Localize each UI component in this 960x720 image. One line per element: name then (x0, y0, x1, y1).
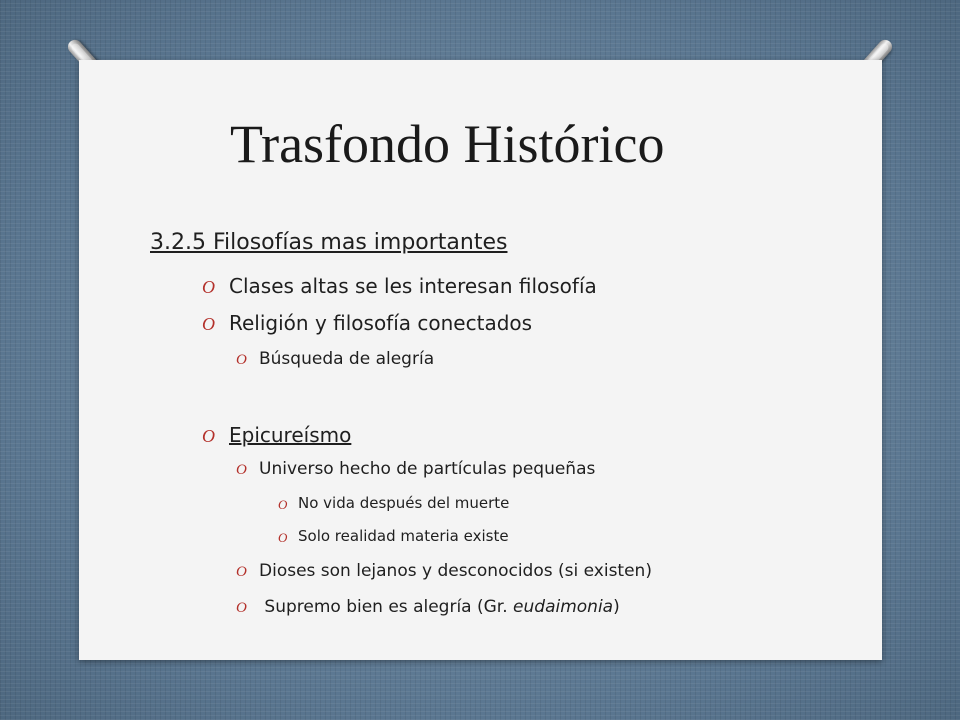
list-item-text: No vida después del muerte (298, 494, 510, 512)
bullet-icon: O (236, 564, 247, 580)
bullet-icon: O (278, 530, 288, 545)
bullet-icon: O (236, 352, 247, 368)
list-item (236, 597, 620, 617)
list-item-text: Búsqueda de alegría (259, 349, 435, 369)
text-segment: ) (613, 597, 620, 617)
slide-title: Trasfondo Histórico (230, 114, 665, 174)
bullet-icon: O (236, 462, 247, 478)
list-item (278, 494, 510, 512)
list-item-text (259, 597, 620, 617)
text-segment: Supremo bien es alegría (Gr. (259, 597, 514, 617)
subheading: 3.2.5 Filosofías mas importantes (150, 230, 508, 255)
bullet-icon: O (236, 600, 247, 616)
list-item (202, 423, 352, 447)
list-item (236, 561, 652, 581)
list-item-text: Religión y filosofía conectados (229, 311, 533, 335)
bullet-icon: O (202, 314, 215, 334)
list-item-text: Solo realidad materia existe (298, 527, 509, 545)
list-item-text: Clases altas se les interesan filosofía (229, 274, 597, 298)
list-item (236, 459, 596, 479)
list-item-text: Dioses son lejanos y desconocidos (si existen) (259, 561, 652, 581)
text-segment-italic: eudaimonia (513, 597, 614, 617)
list-item (202, 311, 533, 335)
bullet-icon: O (202, 277, 215, 297)
list-item-text: Universo hecho de partículas pequeñas (259, 459, 596, 479)
list-item (202, 274, 597, 298)
bullet-icon: O (202, 426, 215, 446)
list-item (236, 349, 435, 369)
list-item (278, 527, 509, 545)
bullet-icon: O (278, 497, 288, 512)
list-item-text: Epicureísmo (229, 423, 352, 447)
